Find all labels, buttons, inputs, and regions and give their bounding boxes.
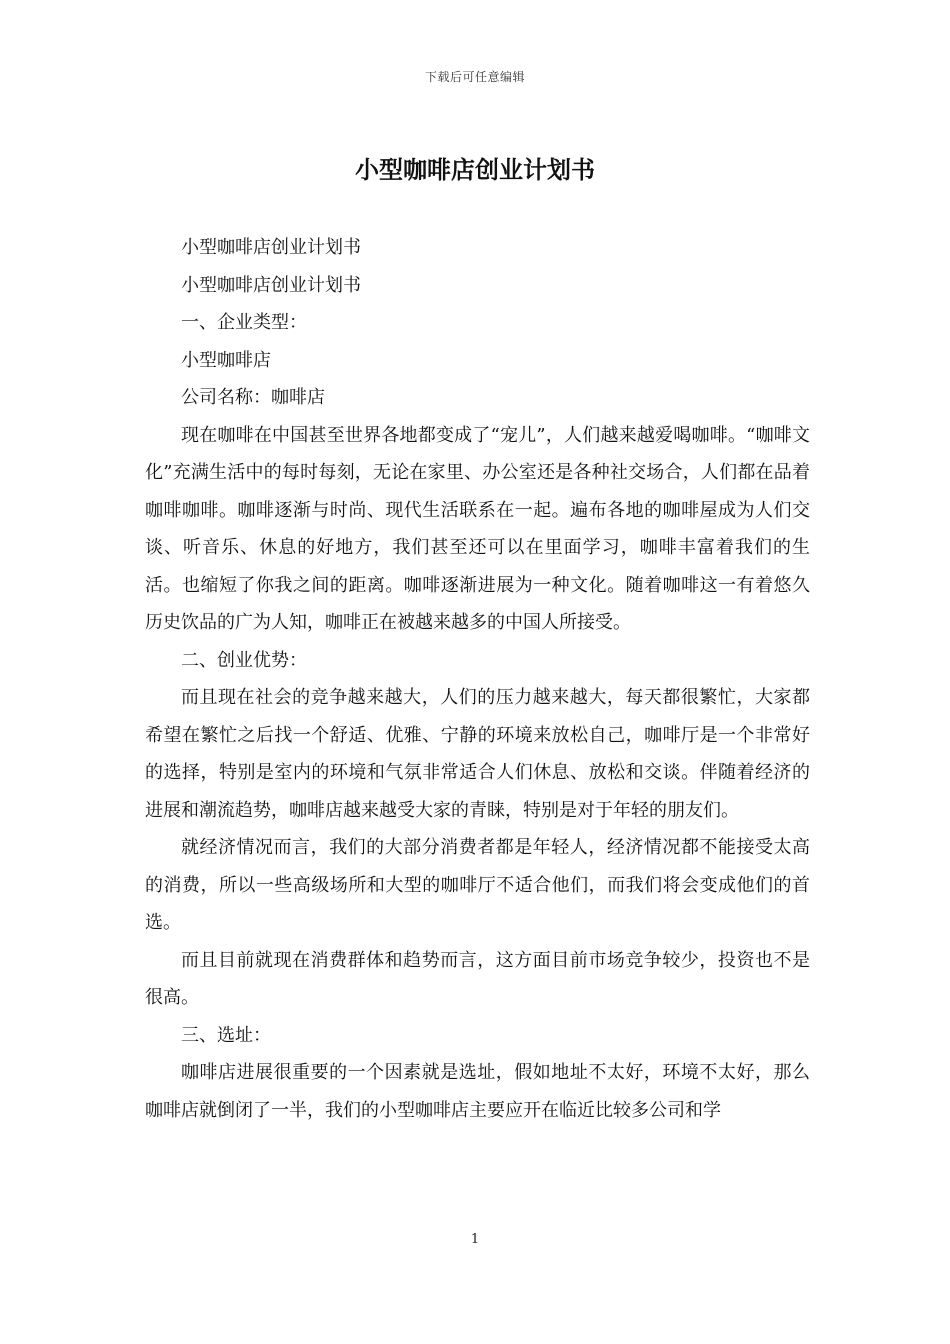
document-body <box>145 229 810 1129</box>
paragraph-advantages-2: 就经济情况而言，我们的大部分消费者都是年轻人，经济情况都不能接受太高的消费，所以一些高级场所和大型的咖啡厅不适合他们，而我们将会变成他们的首选。 <box>145 837 810 933</box>
paragraph-enterprise-type: 小型咖啡店 <box>181 349 271 371</box>
paragraph-location: 咖啡店进展很重要的一个因素就是选址，假如地址不太好，环境不太好，那么咖啡店就倒闭了一半，我们的小型咖啡店主要应开在临近比较多公司和学 <box>145 1062 810 1121</box>
paragraph-company-name: 公司名称：咖啡店 <box>181 387 325 408</box>
document-title: 小型咖啡店创业计划书 <box>355 155 595 184</box>
paragraph-advantages-3: 而且目前就现在消费群体和趋势而言，这方面目前市场竞争较少，投资也不是很高。 <box>145 949 810 1008</box>
section-heading-enterprise-type: 一、企业类型： <box>181 312 307 333</box>
header-note: 下载后可任意编辑 <box>424 70 525 84</box>
paragraph-subtitle-1: 小型咖啡店创业计划书 <box>181 237 361 258</box>
section-heading-advantages: 二、创业优势： <box>181 649 307 671</box>
paragraph-coffee-culture: 现在咖啡在中国甚至世界各地都变成了“宠儿”，人们越来越爱喝咖啡。“咖啡文化”充满生活中的每时每刻，无论在家里、办公室还是各种社交场合，人们都在品着咖啡咖啡。咖啡逐渐与时尚、现代生活联系在一起。遍布各地的咖啡屋成为人们交谈、听音乐、休息的好地方，我们甚至还可以在里面学习，咖啡丰富着我们的生活。也缩短了你我之间的距离。咖啡逐渐进展为一种文化。随着咖啡这一有着悠久历史饮品的广为人知，咖啡正在被越来越多的中国人所接受。 <box>145 424 810 633</box>
page-number: 1 <box>470 1232 480 1247</box>
paragraph-advantages-1: 而且现在社会的竞争越来越大，人们的压力越来越大，每天都很繁忙，大家都希望在繁忙之后找一个舒适、优雅、宁静的环境来放松自己，咖啡厅是一个非常好的选择，特别是室内的环境和气氛非常适合人们休息、放松和交谈。伴随着经济的进展和潮流趋势，咖啡店越来越受大家的青睐，特别是对于年轻的朋友们。 <box>145 687 810 821</box>
paragraph-subtitle-2: 小型咖啡店创业计划书 <box>181 274 361 296</box>
section-heading-location: 三、选址： <box>181 1024 271 1046</box>
